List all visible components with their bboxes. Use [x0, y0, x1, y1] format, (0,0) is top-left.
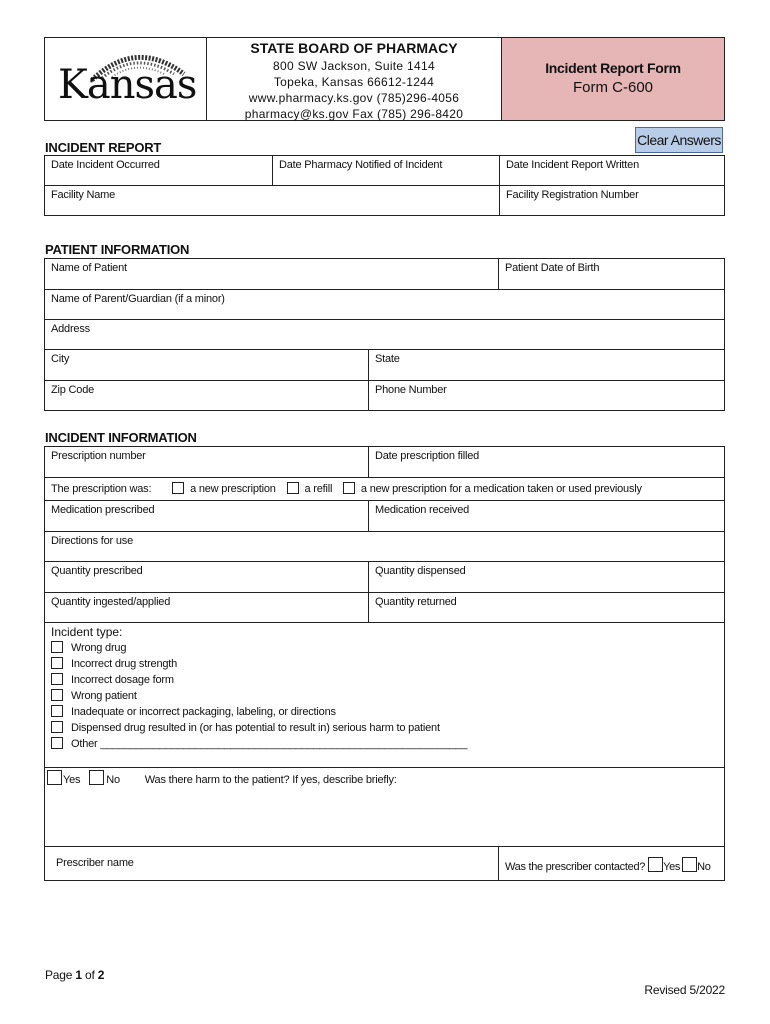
patient-dob-field[interactable]: Patient Date of Birth	[505, 262, 600, 274]
new-prescription-checkbox[interactable]	[172, 482, 184, 494]
prescriber-no-label: No	[697, 861, 711, 873]
page-indicator: Page 1 of 2	[45, 968, 105, 982]
form-title: Incident Report Form	[545, 60, 681, 76]
incident-report-heading: INCIDENT REPORT	[45, 140, 162, 155]
board-web-phone: www.pharmacy.ks.gov (785)296-4056	[248, 91, 460, 105]
harm-yes-checkbox[interactable]	[47, 770, 62, 785]
revised-date: Revised 5/2022	[644, 983, 725, 997]
incorrect-dosage-form-checkbox[interactable]	[51, 673, 63, 685]
prescription-number-field[interactable]: Prescription number	[51, 450, 146, 462]
board-info	[207, 38, 501, 121]
packaging-labeling-checkbox[interactable]	[51, 705, 63, 717]
guardian-name-field[interactable]: Name of Parent/Guardian (if a minor)	[51, 293, 225, 305]
new-prescription-label: a new prescription	[190, 483, 276, 495]
board-title: STATE BOARD OF PHARMACY	[250, 40, 458, 56]
phone-number-field[interactable]: Phone Number	[375, 384, 447, 396]
patient-info-heading: PATIENT INFORMATION	[45, 242, 190, 257]
incident-type-item: Inadequate or incorrect packaging, labeling, or directions	[51, 705, 336, 720]
board-email-fax: pharmacy@ks.gov Fax (785) 296-8420	[244, 107, 464, 121]
quantity-dispensed-field[interactable]: Quantity dispensed	[375, 565, 466, 577]
incident-type-item: Dispensed drug resulted in (or has potential to result in) serious harm to patient	[51, 721, 440, 736]
logo-text: Kansas	[58, 62, 197, 108]
date-pharmacy-notified-field[interactable]: Date Pharmacy Notified of Incident	[279, 159, 443, 171]
refill-checkbox[interactable]	[287, 482, 299, 494]
prescription-was-label: The prescription was:	[51, 483, 152, 495]
city-field[interactable]: City	[51, 353, 70, 365]
date-prescription-filled-field[interactable]: Date prescription filled	[375, 450, 480, 462]
board-address: 800 SW Jackson, Suite 1414	[273, 59, 435, 73]
prescriber-contacted-yes-checkbox[interactable]	[648, 857, 663, 872]
harm-no-checkbox[interactable]	[89, 770, 104, 785]
harm-question-row	[47, 770, 397, 786]
incident-info-heading: INCIDENT INFORMATION	[45, 430, 197, 445]
facility-name-field[interactable]: Facility Name	[51, 189, 116, 201]
date-report-written-field[interactable]: Date Incident Report Written	[506, 159, 639, 171]
state-field[interactable]: State	[375, 353, 400, 365]
facility-registration-field[interactable]: Facility Registration Number	[506, 189, 639, 201]
quantity-returned-field[interactable]: Quantity returned	[375, 596, 457, 608]
other-checkbox[interactable]	[51, 737, 63, 749]
incident-type-label: Incident type:	[51, 625, 123, 639]
directions-for-use-field[interactable]: Directions for use	[51, 535, 133, 547]
incident-type-item: Wrong patient	[51, 689, 137, 704]
prescriber-contacted-row	[505, 857, 711, 873]
incident-type-item: Incorrect dosage form	[51, 673, 174, 688]
incorrect-strength-checkbox[interactable]	[51, 657, 63, 669]
wrong-drug-checkbox[interactable]	[51, 641, 63, 653]
patient-name-field[interactable]: Name of Patient	[51, 262, 127, 274]
harm-question-label: Was there harm to the patient? If yes, describe briefly:	[144, 774, 397, 786]
medication-received-field[interactable]: Medication received	[375, 504, 470, 516]
incident-type-item: Wrong drug	[51, 641, 126, 656]
board-city: Topeka, Kansas 66612-1244	[273, 75, 435, 89]
quantity-prescribed-field[interactable]: Quantity prescribed	[51, 565, 143, 577]
prescription-type-row	[51, 482, 642, 495]
form-title-block	[502, 60, 724, 96]
refill-label: a refill	[304, 483, 333, 495]
previous-medication-checkbox[interactable]	[343, 482, 355, 494]
incident-type-item: Other ______________________________________________________________	[51, 737, 467, 752]
address-field[interactable]: Address	[51, 323, 90, 335]
quantity-ingested-field[interactable]: Quantity ingested/applied	[51, 596, 171, 608]
prescriber-name-field[interactable]: Prescriber name	[56, 857, 134, 869]
kansas-logo	[52, 44, 200, 114]
prescriber-yes-label: Yes	[663, 861, 681, 873]
date-incident-occurred-field[interactable]: Date Incident Occurred	[51, 159, 160, 171]
harm-no-label: No	[106, 774, 120, 786]
serious-harm-checkbox[interactable]	[51, 721, 63, 733]
medication-prescribed-field[interactable]: Medication prescribed	[51, 504, 155, 516]
harm-description-field[interactable]	[45, 788, 724, 845]
prescriber-contacted-label: Was the prescriber contacted?	[505, 861, 646, 873]
harm-yes-label: Yes	[63, 774, 81, 786]
previous-medication-label: a new prescription for a medication taken or used previously	[360, 483, 642, 495]
clear-answers-button[interactable]: Clear Answers	[635, 127, 723, 153]
zip-code-field[interactable]: Zip Code	[51, 384, 95, 396]
wrong-patient-checkbox[interactable]	[51, 689, 63, 701]
form-number: Form C-600	[572, 79, 654, 96]
incident-type-item: Incorrect drug strength	[51, 657, 177, 672]
prescriber-contacted-no-checkbox[interactable]	[682, 857, 697, 872]
